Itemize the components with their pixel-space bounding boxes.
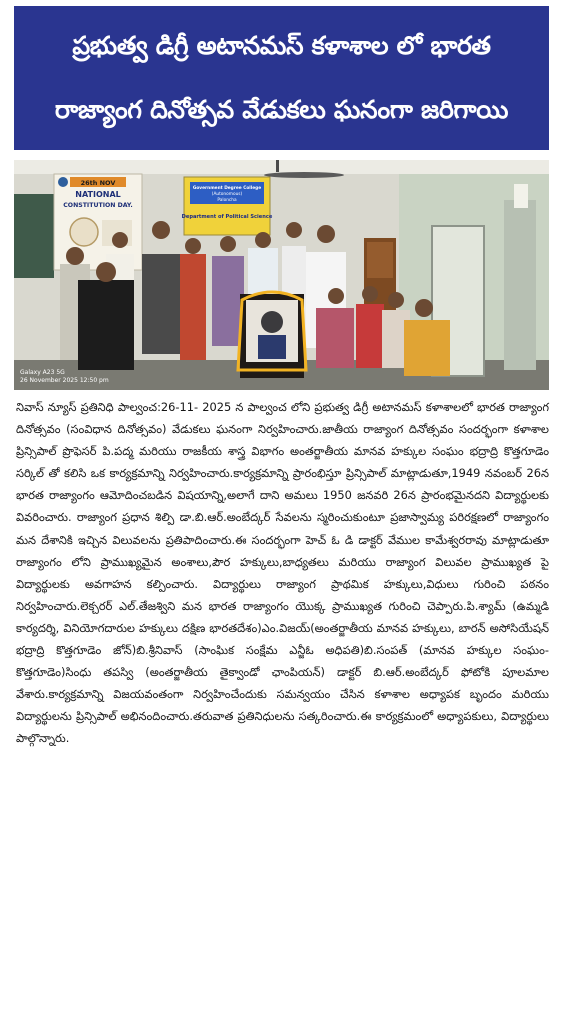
banner-department: Department of Political Science <box>181 214 273 220</box>
headline-line-2: రాజ్యాంగ దినోత్సవ వేడుకలు ఘనంగా జరిగాయి <box>54 95 509 124</box>
emblem-icon <box>70 218 98 246</box>
event-photo <box>14 160 549 390</box>
ceiling-fan-icon <box>264 172 344 178</box>
banner-college-line-2: (Autonomous) <box>211 192 243 197</box>
banner-date: 26th NOV <box>80 179 116 187</box>
banner-college-department <box>182 177 273 235</box>
camera-datetime-stamp: 26 November 2025 12:50 pm <box>20 377 109 384</box>
article-paragraph: నివాస్ న్యూస్ ప్రతినిధి పాల్వంచ:26-11- 2025 న పాల్వంచ లోని ప్రభుత్వ డిగ్రీ అటానమస్ కళాశాలలో భారత రాజ్యాంగ దినోత్సవం (సంవిధాన దినోత్సవం) వేడుకలు ఘనంగా నిర్వహించారు.జాతీయ రాజ్యాంగ దినోత్సవం సందర్భంగా కళాశాల ప్రిన్సిపాల్ ప్రొఫెసర్ పి.పద్మ మరియు రాజకీయ శాస్త్ర విభాగం అంతర్జాతీయ మానవ హక్కుల సంఘం భద్రాద్రి కొత్తగూడెం సర్కిల్ తో కలిసి ఒక కార్యక్రమాన్ని నిర్వహించారు.కార్యక్రమాన్ని ప్రారంభిస్తూ ప్రిన్సిపాల్ మాట్లాడుతూ,1949 నవంబర్ 26న భారత రాజ్యాంగం ఆమోదించబడిన విషయాన్ని,అలాగే దాని అమలు 1950 జనవరి 26న ప్రారంభమైనదని విద్యార్థులకు వివరించారు. రాజ్యాంగ ప్రధాన శిల్పి డా.బి.ఆర్.అంబేద్కర్ సేవలను స్మరించుకుంటూ ప్రజాస్వామ్య పరిరక్షణలో రాజ్యాంగం మన దేశానికి ఇచ్చిన విలువలను ప్రతిపాదించారు.ఈ సందర్భంగా హెచ్ ఓ డి డాక్టర్ వేముల కామేశ్వరరావు మాట్లాడుతూ రాజ్యాంగం లోని ప్రాముఖ్యమైన అంశాలు,పౌర హక్కులు,బాధ్యతలు మరియు రాజ్యాంగ విలువల ప్రాముఖ్యత పై విద్యార్థులకు అవగాహన కల్పించారు. విద్యార్థులు రాజ్యాంగ ప్రాథమిక హక్కులు,విధులు గురించి పఠనం నిర్వహించారు.లెక్చరర్ ఎల్.తేజశ్విని మన భారత రాజ్యాంగం యొక్క ప్రాముఖ్యత గురించి చెప్పారు.పి.శ్యామ్ (ఉమ్మడి కార్యదర్శి, వినియోగదారుల హక్కులు దక్షిణ భారతదేశం)ఎం.విజయ్(అంతర్జాతీయ మానవ హక్కులు, బారన్ అసోసియేషన్ భద్రాద్రి కొత్తగూడెం జోన్)బి.శ్రీనివాస్ (సాంఘిక సంక్షేమ ఎన్జీఓ అధిపతి)బి.సంపత్ (మానవ హక్కుల సంఘం-కొత్తగూడెం)సింధు తపస్వి (అంతర్జాతీయ తైక్వాండో ఛాంపియన్) డాక్టర్ బి.ఆర్.అంబేద్కర్ ఫోటోకి పూలమాల వేశారు.కార్యక్రమాన్ని విజయవంతంగా నిర్వహించేందుకు సమన్వయం చేసిన కళాశాల అధ్యాపక బృందం మరియు విద్యార్థులను ప్రిన్సిపాల్ అభినందించారు.తరువాత ప్రతినిధులను సత్కరించారు.ఈ కార్యక్రమంలో అధ్యాపకులు, విద్యార్థులు పాల్గొన్నారు. <box>16 400 549 746</box>
portrait-frame <box>238 292 306 378</box>
logo-icon <box>58 177 68 187</box>
headline-banner <box>14 6 549 150</box>
banner-college-line-1: Government Degree College <box>192 186 262 191</box>
event-photo-illustration <box>14 160 549 390</box>
banner-title-2: CONSTITUTION DAY. <box>63 202 133 209</box>
banner-college-line-3: Paloncha <box>217 198 237 203</box>
article-body <box>16 396 549 750</box>
headline-line-1: ప్రభుత్వ డిగ్రీ అటానమస్ కళాశాల లో భారత <box>72 31 491 60</box>
camera-device-stamp: Galaxy A23 5G <box>20 369 65 376</box>
banner-title-1: NATIONAL <box>75 190 121 199</box>
